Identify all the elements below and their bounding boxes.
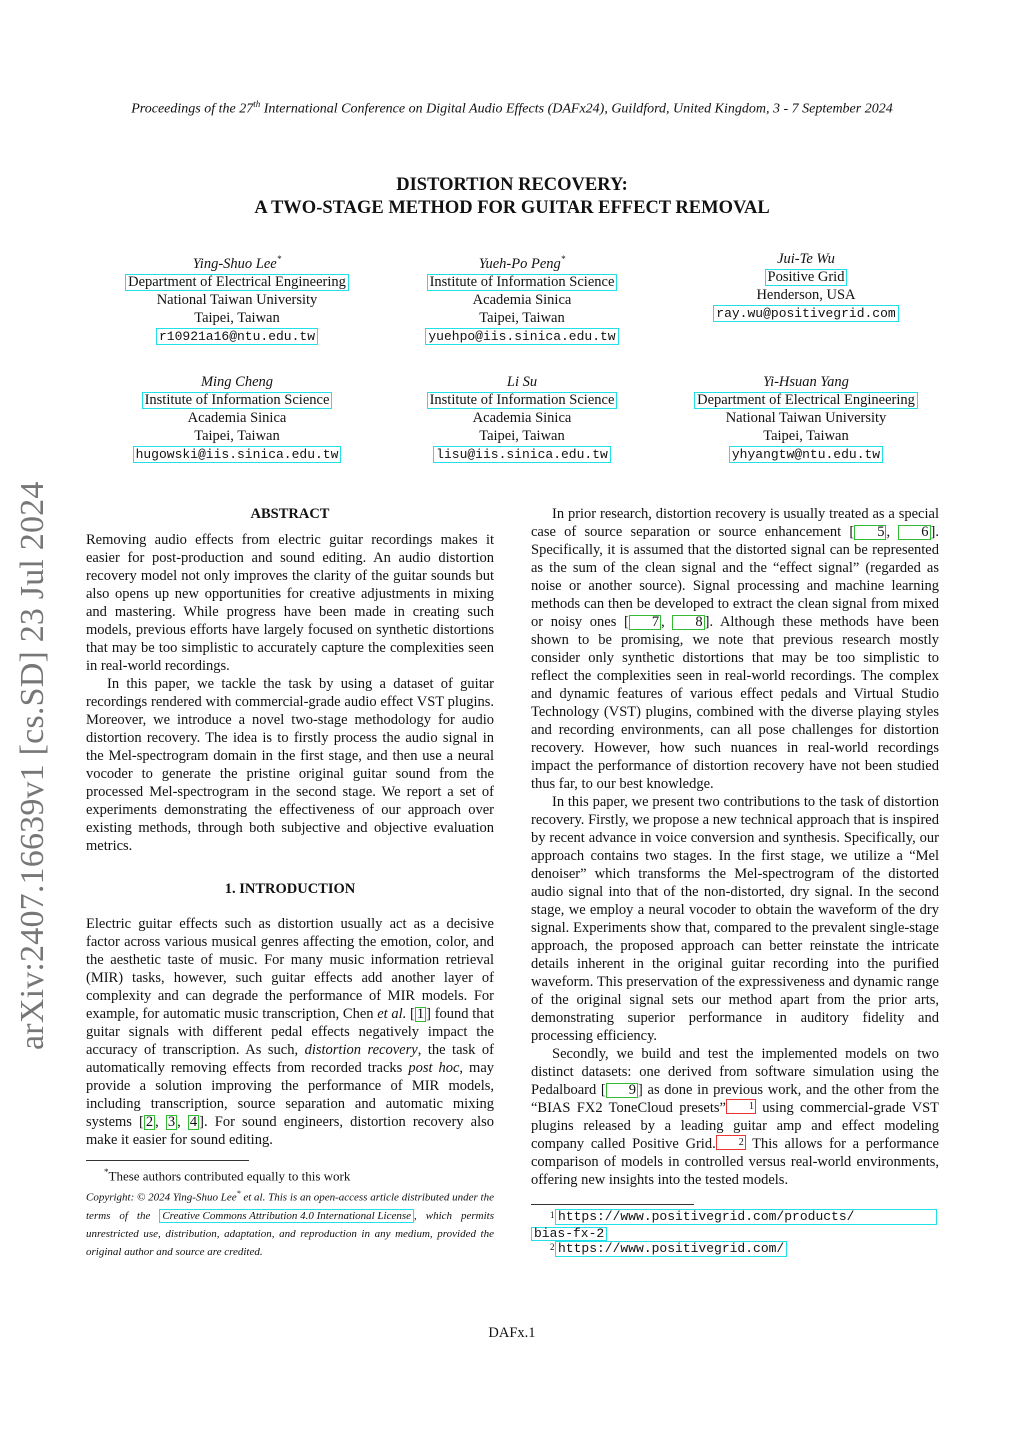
abstract-paragraph: Removing audio effects from electric guitar recordings makes it easier for post-production and sound editing. An audio distortion recovery model not only improves the clarity of the guitar sounds but also opens up new opportunities for creative adjustments in mixing and mastering. While progress have been made in creating such models, previous efforts have largely focused on synthetic distortions that may be too simplistic to accurately capture the complexities seen in real-world recordings. xyxy=(86,532,494,674)
author-block: Ying-Shuo Lee* Department of Electrical Engineering National Taiwan University Taipei, Taiwan r10921a16@ntu.edu.tw xyxy=(87,250,387,345)
citation-link[interactable]: 6 xyxy=(898,525,930,540)
affiliation-link[interactable]: Institute of Information Science xyxy=(142,392,333,409)
footnote-url[interactable]: https://www.positivegrid.com/products/ xyxy=(555,1209,937,1225)
paper-title: DISTORTION RECOVERY: A TWO-STAGE METHOD FOR GUITAR EFFECT REMOVAL xyxy=(254,175,770,218)
body-paragraph: In this paper, we present two contributions to the task of distortion recovery. Firstly, we propose a new technical approach that is inspired by recent advance in voice conversion and synthesis. Specifically, our approach contains two stages. In the first stage, we utilize a “Mel denoiser” which transforms the Mel-spectrogram of the distorted audio signal into that of the non-distorted, dry signal. In the second stage, we employ a neural vocoder to obtain the waveform of the dry signal. Experiments show that, compared to the prevalent single-stage approach, the proposed approach can better reinstate the intricate details inherent in the original guitar recording into the purified waveform. This preservation of the expressiveness and dynamic range of the original signal sets our method apart from the prior arts, demonstrating superior performance in auditory fidelity and processing efficiency. xyxy=(531,794,939,1044)
conference-header: Proceedings of the 27th International Conference on Digital Audio Effects (DAFx24), Guildford, United Kingdom, 3 - 7 September 2024 xyxy=(131,99,893,117)
author-block: Yueh-Po Peng* Institute of Information Science Academia Sinica Taipei, Taiwan yuehpo@iis.sinica.edu.tw xyxy=(372,250,672,345)
affiliation-link[interactable]: Institute of Information Science xyxy=(427,274,618,291)
equal-contribution-footnote: *These authors contributed equally to this work xyxy=(104,1167,351,1184)
email-link[interactable]: hugowski@iis.sinica.edu.tw xyxy=(133,446,342,463)
email-link[interactable]: r10921a16@ntu.edu.tw xyxy=(156,328,318,345)
abstract-heading: ABSTRACT xyxy=(250,506,330,522)
footnote-url[interactable]: bias-fx-2 xyxy=(531,1226,607,1241)
citation-link[interactable]: 8 xyxy=(672,615,704,630)
intro-heading: 1. INTRODUCTION xyxy=(224,881,356,897)
right-column xyxy=(531,505,939,1189)
citation-link[interactable]: 2 xyxy=(145,1114,154,1130)
copyright-notice: Copyright: © 2024 Ying-Shuo Lee* et al. This is an open-access article distributed under the terms of the Creative Commons Attribution 4.0 International License , which permits unrestricted use, distribution, adaptation, and reproduction in any medium, provided the original author and source are credited. xyxy=(86,1189,494,1258)
footnote-rule xyxy=(86,1160,249,1161)
citation-link[interactable]: 1 xyxy=(416,1006,425,1022)
author-block: Yi-Hsuan Yang Department of Electrical Engineering National Taiwan University Taipei, Taiwan yhyangtw@ntu.edu.tw xyxy=(656,373,956,463)
footnote-link[interactable]: 1 xyxy=(726,1099,756,1114)
footnote-rule xyxy=(531,1204,694,1205)
intro-paragraph: Electric guitar effects such as distortion usually act as a decisive factor across various musical genres affecting the emotion, color, and the aesthetic taste of music. For many music information retrieval (MIR) tasks, however, such guitar effects add another layer of complexity and can degrade the performance of MIR models. For example, for automatic music transcription, Chen et al. [ 1 ] found that guitar signals with different pedal effects negatively impact the accuracy of transcription. As such, distortion recovery, the task of automatically removing effects from recorded tracks post hoc, may provide a solution improving the performance of MIR models, including transcription, source separation and automatic mixing systems [ 2 , 3 , 4 ]. For sound engineers, distortion recovery also make it easier for sound editing. xyxy=(86,916,495,1148)
arxiv-identifier: arXiv:2407.16639v1 [cs.SD] 23 Jul 2024 xyxy=(14,481,51,1050)
citation-link[interactable]: 3 xyxy=(167,1114,176,1130)
affiliation-link[interactable]: Positive Grid xyxy=(765,269,848,286)
author-block: Ming Cheng Institute of Information Science Academia Sinica Taipei, Taiwan hugowski@iis.sinica.edu.tw xyxy=(87,373,387,463)
author-block: Li Su Institute of Information Science Academia Sinica Taipei, Taiwan lisu@iis.sinica.edu.tw xyxy=(372,373,672,463)
citation-link[interactable]: 9 xyxy=(606,1083,638,1098)
affiliation-link[interactable]: Department of Electrical Engineering xyxy=(125,274,349,291)
affiliation-link[interactable]: Department of Electrical Engineering xyxy=(694,392,918,409)
body-paragraph: Secondly, we build and test the implemented models on two distinct datasets: one derived from software simulation using the Pedalboard [ 9 ] as done in previous work, and the other from the “BIAS FX2 ToneCloud presets” 1 using commercial-grade VST plugins released by a leading guitar amp and effect modeling company called Positive Grid. 2 This allows for a performance comparison of models in controlled versus real-world environments, offering new insights into the tested models. xyxy=(531,1046,939,1188)
email-link[interactable]: lisu@iis.sinica.edu.tw xyxy=(433,446,611,463)
author-block: Jui-Te Wu Positive Grid Henderson, USA ray.wu@positivegrid.com xyxy=(656,250,956,322)
left-column xyxy=(86,505,494,1149)
footnote-link[interactable]: 2 xyxy=(716,1135,746,1150)
page-number: DAFx.1 xyxy=(488,1325,536,1341)
affiliation-link[interactable]: Institute of Information Science xyxy=(427,392,618,409)
body-paragraph: In prior research, distortion recovery is usually treated as a special case of source separation or source enhancement [ 5 , 6 ]. Specifically, it is assumed that the distorted signal can be represented as the sum of the clean signal and the “effect signal” (regarded as noise or another source). Signal processing and machine learning methods can then be developed to extract the clean signal from mixed or noisy ones [ 7 , 8 ]. Although these methods have been shown to be promising, we note that previous research mostly consider only synthetic distortions that may be too simplistic to reflect the complexities seen in real-world recordings. The complex and dynamic features of various effect pedals and Virtual Studio Technology (VST) plugins, combined with the diverse playing styles and recording environments, can all pose challenges for distortion recovery. However, how such nuances in real-world recordings impact the performance of distortion recovery have not been studied thus far, to our best knowledge. xyxy=(531,506,939,792)
email-link[interactable]: ray.wu@positivegrid.com xyxy=(713,305,898,322)
citation-link[interactable]: 5 xyxy=(854,525,886,540)
citation-link[interactable]: 4 xyxy=(189,1114,198,1130)
citation-link[interactable]: 7 xyxy=(629,615,661,630)
license-link[interactable]: Creative Commons Attribution 4.0 International License xyxy=(159,1209,414,1223)
email-link[interactable]: yhyangtw@ntu.edu.tw xyxy=(729,446,883,463)
email-link[interactable]: yuehpo@iis.sinica.edu.tw xyxy=(425,328,618,345)
footnote-url[interactable]: https://www.positivegrid.com/ xyxy=(555,1241,787,1257)
abstract-paragraph: In this paper, we tackle the task by using a dataset of guitar recordings rendered with commercial-grade audio effect VST plugins. Moreover, we introduce a novel two-stage methodology for audio distortion recovery. The idea is to firstly process the audio signal in the Mel-spectrogram domain in the first stage, and then use a neural vocoder to generate the pristine original guitar sound from the processed Mel-spectrogram in the second stage. We report a set of experiments demonstrating the effectiveness of our approach over existing methods, through both subjective and objective evaluation metrics. xyxy=(86,676,494,854)
